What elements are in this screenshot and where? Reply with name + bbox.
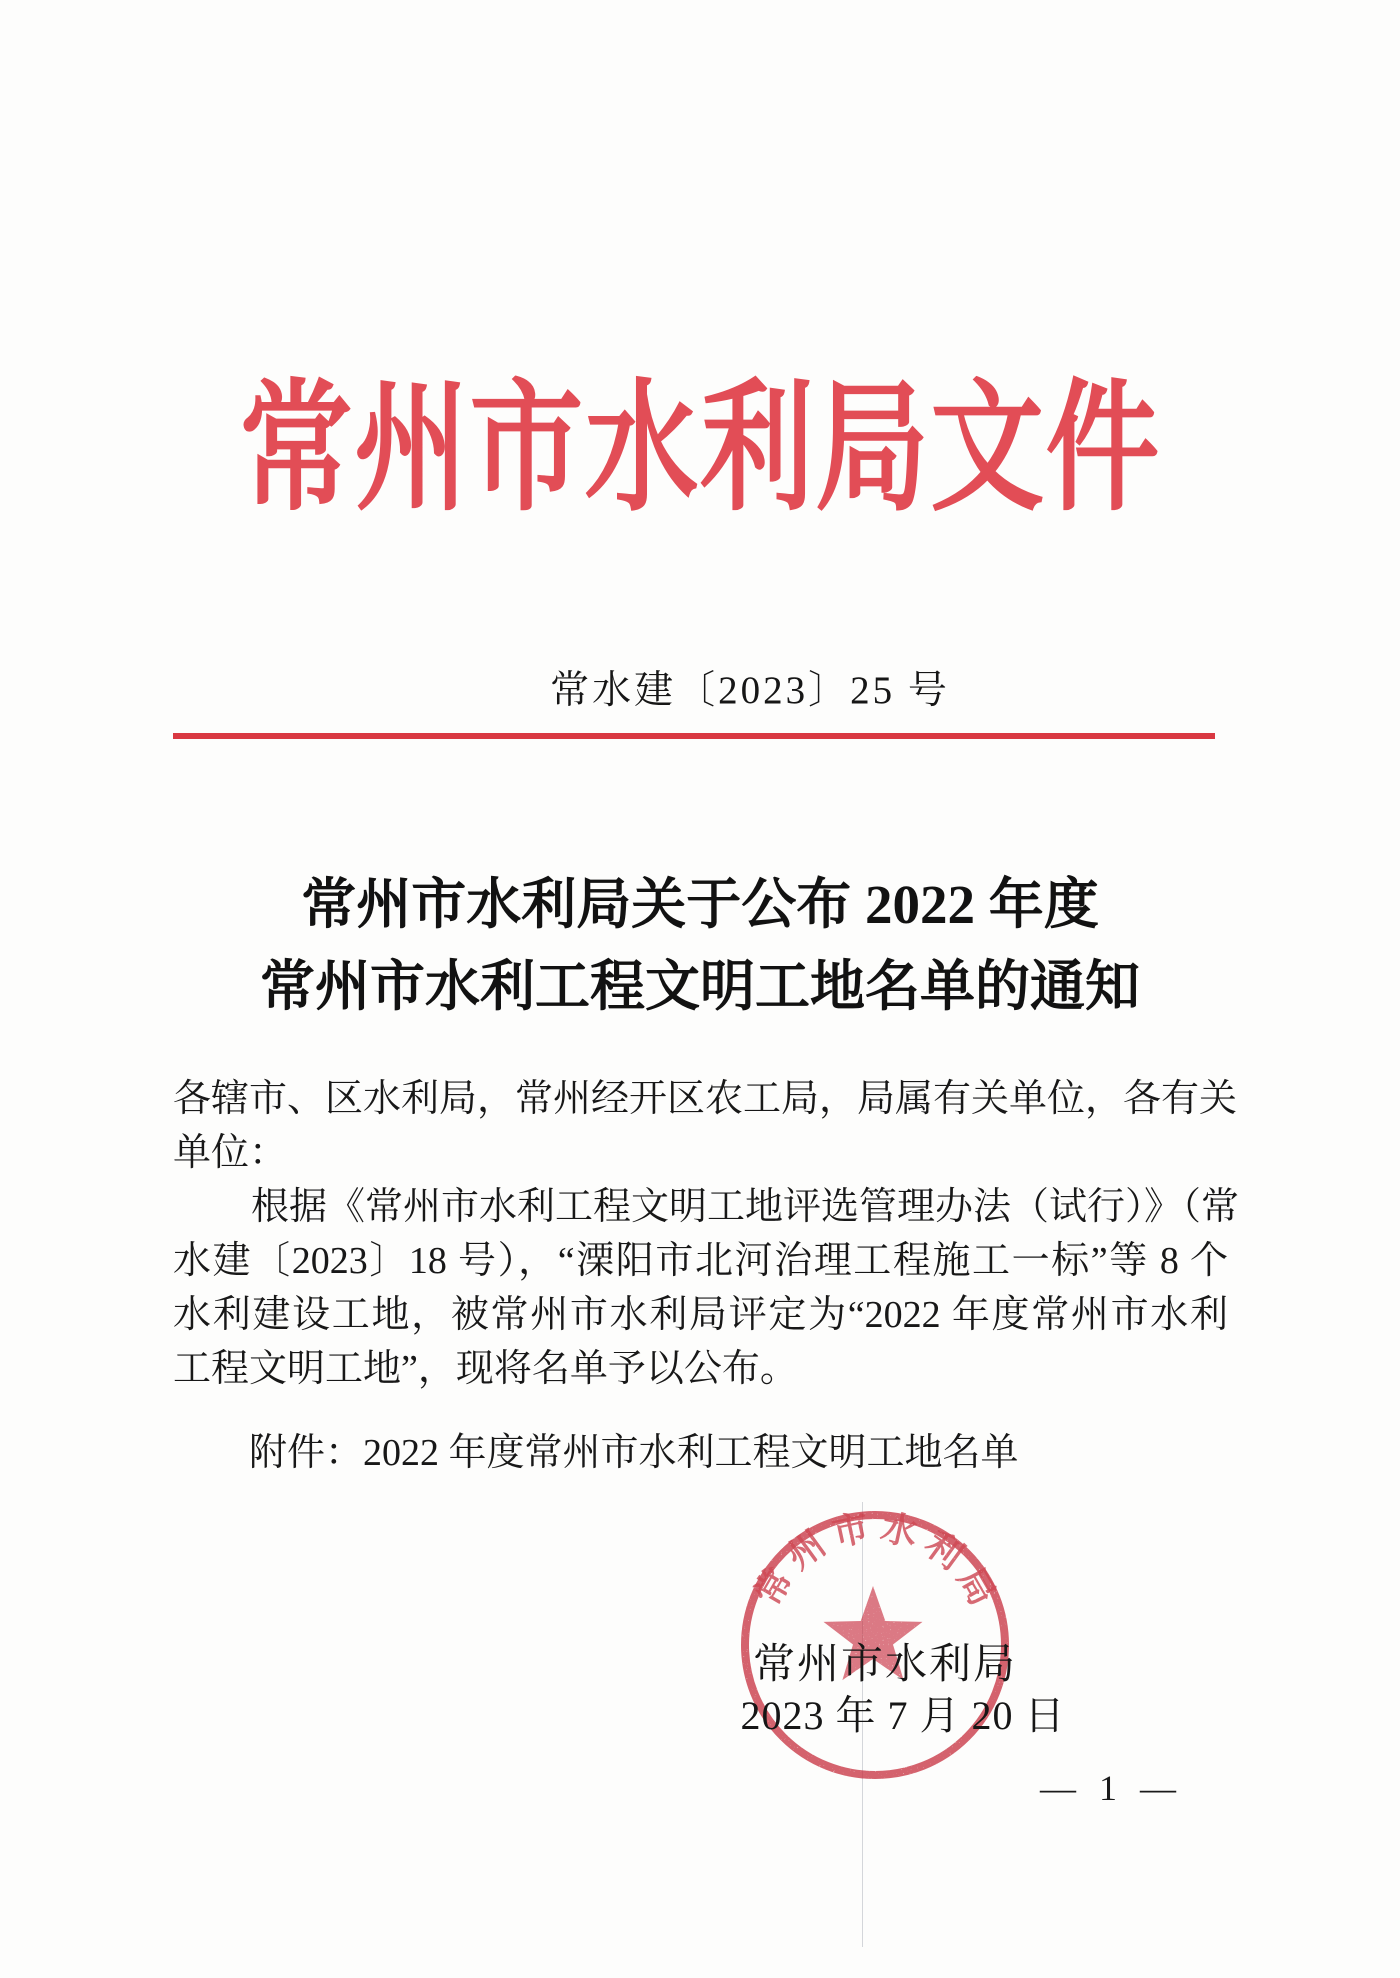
svg-text:市: 市 xyxy=(828,1507,873,1554)
body-text xyxy=(173,1072,1240,1396)
document-number: 常水建〔2023〕25 号 xyxy=(550,669,950,712)
svg-text:州: 州 xyxy=(779,1523,833,1578)
signature-org: 常州市水利局 xyxy=(752,1642,1017,1688)
document-title-line2: 常州市水利工程文明工地名单的通知 xyxy=(259,956,1140,1017)
body-line: 单位： xyxy=(173,1132,288,1174)
document-title xyxy=(0,864,1400,1028)
body-line: 根据《常州市水利工程文明工地评选管理办法（试行）》（常 xyxy=(251,1186,1240,1228)
svg-text:常: 常 xyxy=(747,1560,800,1613)
page-number: — 1 — xyxy=(1040,1768,1177,1808)
body-line: 水建〔2023〕18 号），“溧阳市北河治理工程施工一标”等 8 个 xyxy=(173,1240,1228,1282)
letterhead-rule xyxy=(173,733,1215,739)
body-line: 工程文明工地”，现将名单予以公布。 xyxy=(173,1348,798,1390)
document-title-line1: 常州市水利局关于公布 2022 年度 xyxy=(301,874,1099,935)
svg-text:局: 局 xyxy=(949,1560,1003,1613)
body-line: 各辖市、区水利局，常州经开区农工局，局属有关单位，各有关 xyxy=(173,1078,1238,1120)
letterhead-org-title-text: 常州市水利局文件 xyxy=(239,370,1161,528)
body-line: 水利建设工地，被常州市水利局评定为“2022 年度常州市水利 xyxy=(173,1294,1228,1336)
svg-text:水: 水 xyxy=(877,1507,922,1554)
attachment-line: 附件：2022 年度常州市水利工程文明工地名单 xyxy=(249,1432,1019,1474)
svg-text:利: 利 xyxy=(917,1523,971,1578)
signature-date: 2023 年 7 月 20 日 xyxy=(740,1693,1066,1738)
letterhead-org-title xyxy=(0,370,1400,528)
